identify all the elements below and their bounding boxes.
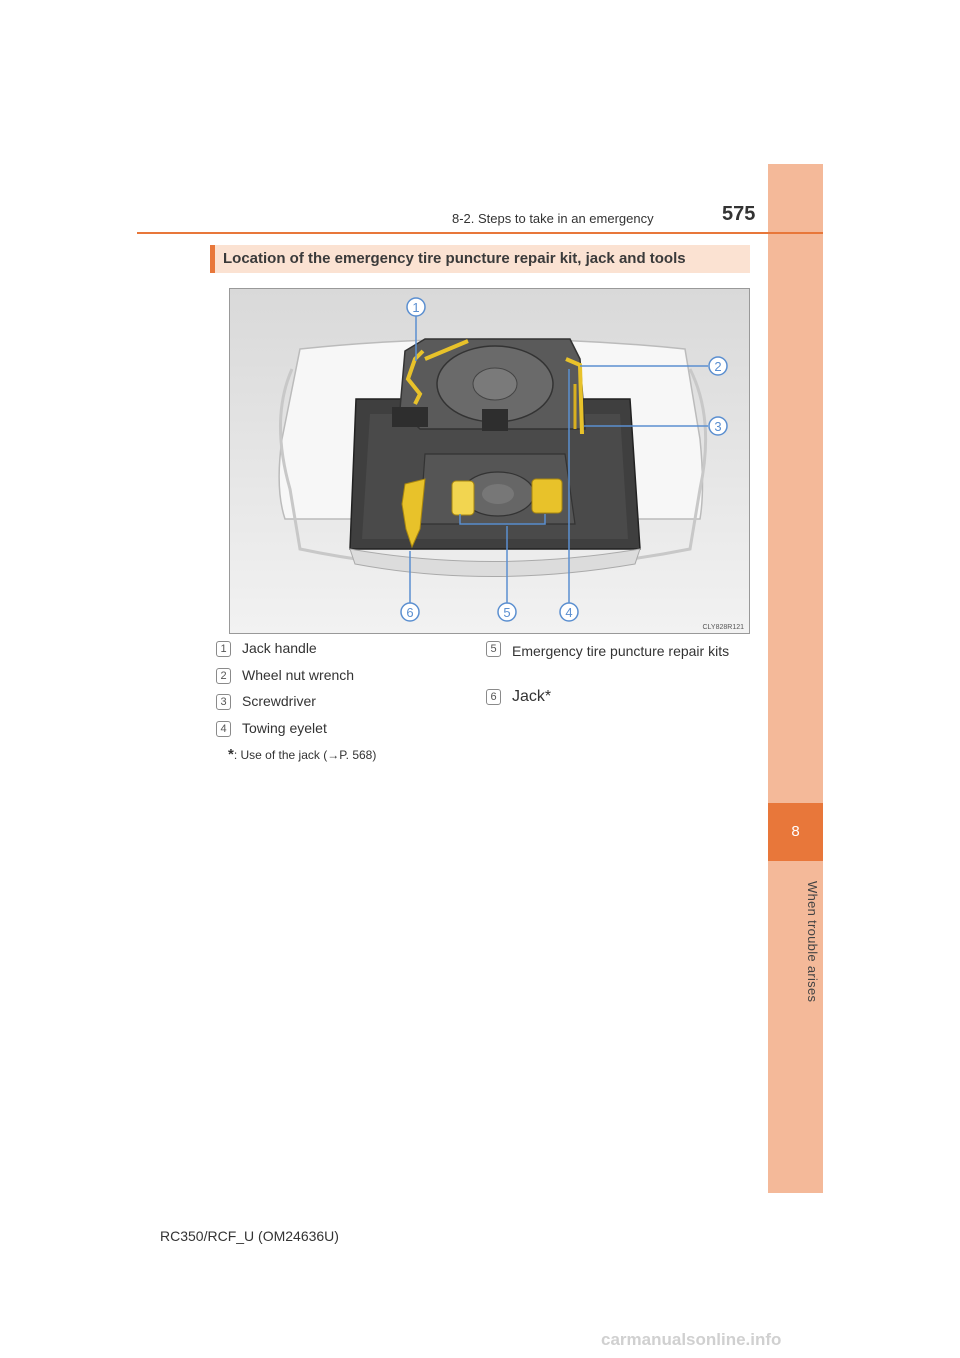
number-5-icon: 5	[486, 641, 501, 657]
number-2-icon: 2	[216, 668, 231, 684]
chapter-title: When trouble arises	[805, 881, 820, 1003]
chapter-side-tab	[768, 164, 823, 1193]
number-6-icon: 6	[486, 689, 501, 705]
illustration-code: CLY828R121	[702, 624, 744, 631]
footer-model-code: RC350/RCF_U (OM24636U)	[160, 1228, 339, 1244]
callout-3: 3	[714, 419, 722, 434]
section-title-bar	[210, 245, 750, 273]
header-section-title: 8-2. Steps to take in an emergency	[452, 211, 654, 226]
callout-2: 2	[714, 359, 722, 374]
legend-label: Towing eyelet	[242, 720, 327, 736]
header-rule	[137, 232, 823, 234]
legend-label: Jack handle	[242, 640, 317, 656]
watermark: carmanualsonline.info	[601, 1330, 782, 1349]
legend-label: Jack*	[512, 688, 552, 705]
chapter-number: 8	[768, 803, 823, 861]
footnote-marker: *	[228, 746, 234, 763]
footnote	[228, 746, 376, 763]
page-number: 575	[722, 203, 756, 225]
section-title: Location of the emergency tire puncture repair kit, jack and tools	[223, 250, 686, 267]
callout-6: 6	[406, 605, 414, 620]
callout-1: 1	[412, 300, 420, 315]
number-3-icon: 3	[216, 694, 231, 710]
legend-label: Screwdriver	[242, 693, 316, 709]
number-4-icon: 4	[216, 721, 231, 737]
number-1-icon: 1	[216, 641, 231, 657]
footnote-text: : Use of the jack (→P. 568)	[233, 748, 377, 762]
callout-5: 5	[503, 605, 511, 620]
callout-4: 4	[565, 605, 573, 620]
legend-label: Wheel nut wrench	[242, 667, 355, 683]
trunk-illustration	[229, 288, 750, 634]
legend-label: Emergency tire puncture repair kits	[512, 643, 730, 659]
trunk-diagram	[230, 289, 750, 634]
